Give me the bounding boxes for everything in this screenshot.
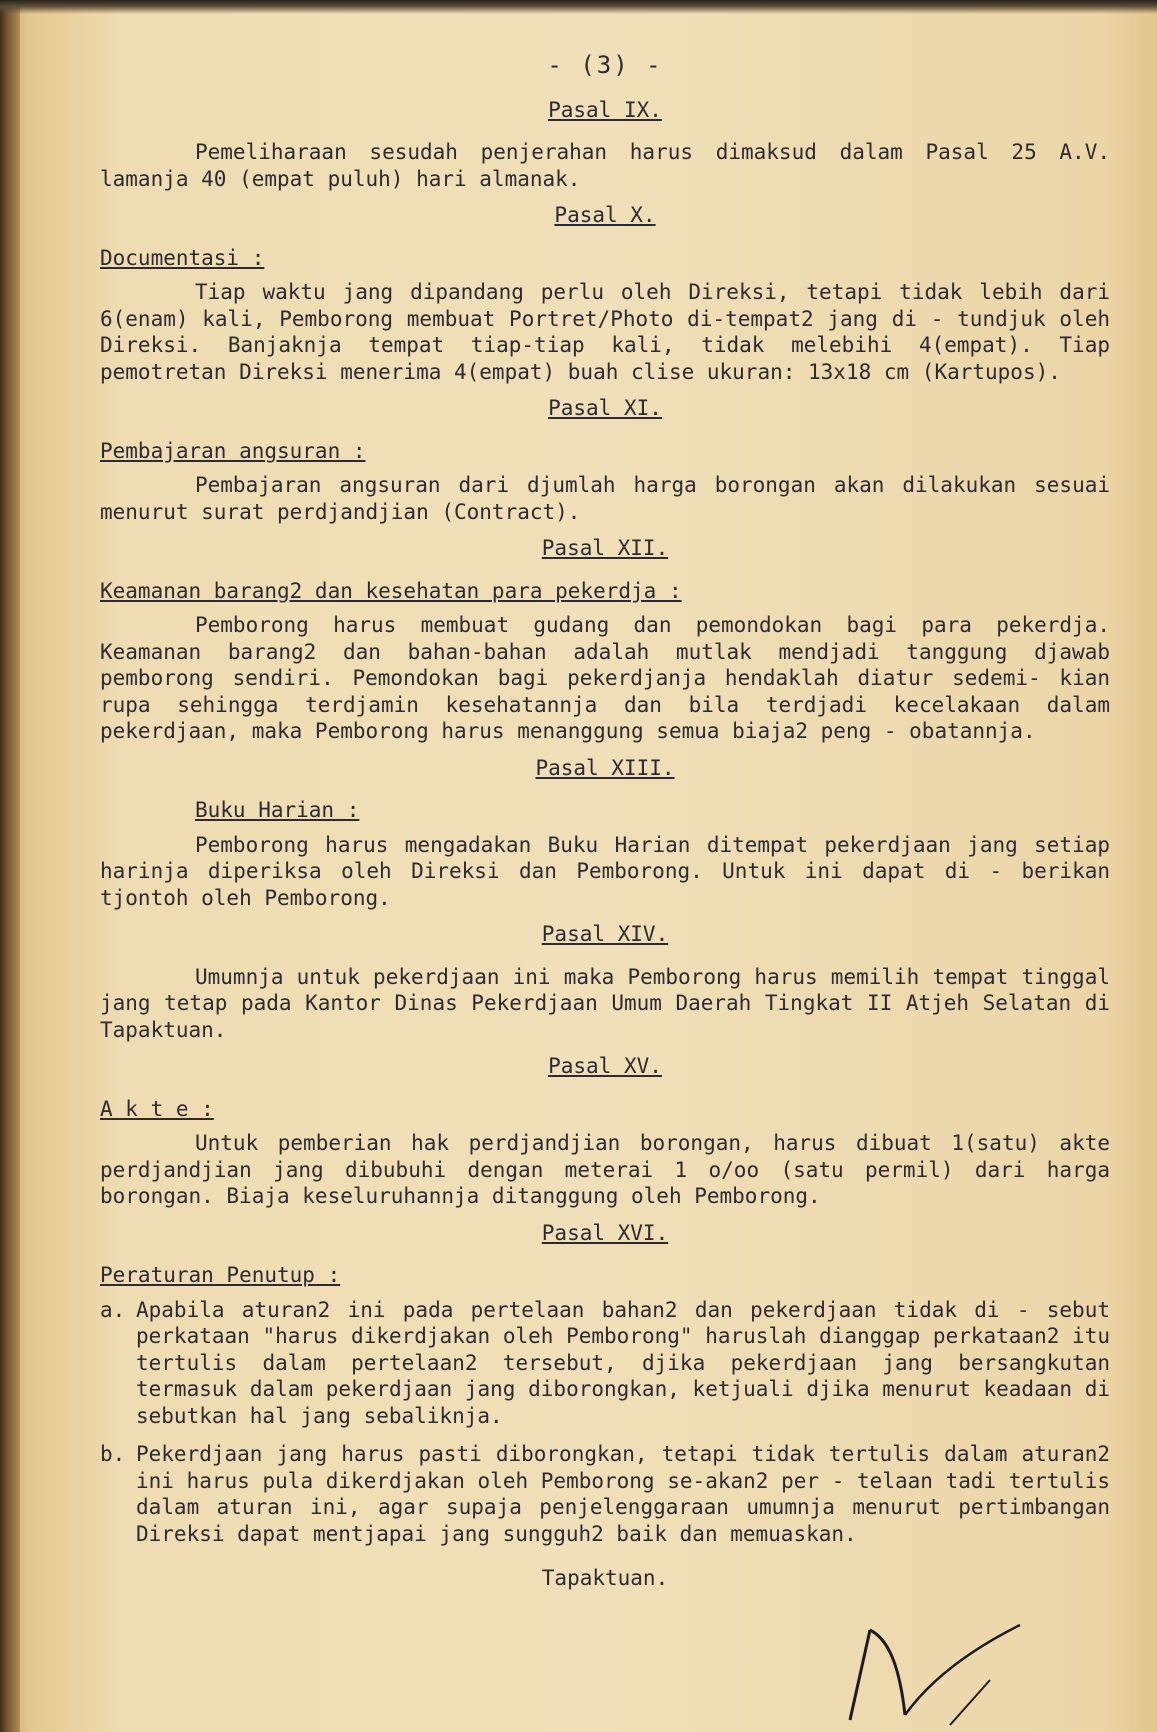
pasal-12-heading: Keamanan barang2 dan kesehatan para pekerdja :	[100, 578, 682, 603]
binding-spine	[0, 0, 20, 1732]
document-body	[100, 52, 1110, 1592]
pasal-13-heading: Buku Harian :	[195, 798, 360, 822]
pasal-10-paragraph: Tiap waktu jang dipandang perlu oleh Direksi, tetapi tidak lebih dari 6(enam) kali, Pemborong membuat Portret/Photo di-tempat2 jang di - tundjuk oleh Direksi. Banjaknja tempat tiap-tiap kali, tidak melebihi 4(empat). Tiap pemotretan Direksi menerima 4(empat) buah clise ukuran: 13x18 cm (Kartupos).	[100, 280, 1110, 384]
pasal-9-title: Pasal IX.	[548, 97, 662, 122]
pasal-15-heading: A k t e :	[100, 1096, 214, 1121]
pasal-11-paragraph: Pembajaran angsuran dari djumlah harga borongan akan dilakukan sesuai menurut surat perdjandjian (Contract).	[100, 473, 1110, 524]
pasal-13-paragraph: Pemborong harus mengadakan Buku Harian ditempat pekerdjaan jang setiap harinja diperiksa oleh Direksi dan Pemborong. Untuk ini dapat di - berikan tjontoh oleh Pemborong.	[100, 832, 1110, 910]
top-shadow	[0, 0, 1157, 14]
pasal-15-title: Pasal XV.	[548, 1054, 662, 1078]
closing-item-b	[100, 1441, 1110, 1547]
pasal-16-title: Pasal XVI.	[541, 1220, 669, 1245]
pasal-14-title: Pasal XIV.	[541, 922, 669, 946]
pasal-11-heading: Pembajaran angsuran :	[100, 438, 366, 463]
pasal-9-paragraph: Pemeliharaan sesudah penjerahan harus dimaksud dalam Pasal 25 A.V. lamanja 40 (empat puluh) hari almanak.	[100, 140, 1110, 191]
footer-continuation: Tapaktuan.	[541, 1566, 669, 1590]
pasal-14-paragraph: Umumnja untuk pekerdjaan ini maka Pemborong harus memilih tempat tinggal jang tetap pada Kantor Dinas Pekerdjaan Umum Daerah Tingkat II Atjeh Selatan di Tapaktuan.	[100, 964, 1110, 1042]
pasal-13-title: Pasal XIII.	[535, 755, 675, 780]
pasal-12-title: Pasal XII.	[541, 536, 669, 560]
closing-item-label: b.	[100, 1442, 126, 1466]
page-number: - (3) -	[547, 51, 663, 79]
closing-item-label: a.	[100, 1297, 126, 1322]
closing-item-text: Apabila aturan2 ini pada pertelaan bahan2 dan pekerdjaan tidak di - sebut perkataan "harus dikerdjakan oleh Pemborong" haruslah dianggap perkataan2 itu tertulis dalam pertelaan2 tersebut, djika pekerdjaan jang bersangkutan termasuk dalam pekerdjaan jang diborongkan, ketjuali djika menurut keadaan di sebutkan hal jang sebaliknja.	[136, 1297, 1110, 1428]
handwritten-signature-mark	[830, 1620, 1060, 1730]
pasal-11-title: Pasal XI.	[548, 396, 662, 420]
pasal-15-paragraph: Untuk pemberian hak perdjandjian borongan, harus dibuat 1(satu) akte perdjandjian jang dibubuhi dengan meterai 1 o/oo (satu permil) dari harga borongan. Biaja keseluruhannja ditanggung oleh Pemborong.	[100, 1131, 1110, 1208]
pasal-12-paragraph: Pemborong harus membuat gudang dan pemondokan bagi para pekerdja. Keamanan barang2 dan bahan-bahan adalah mutlak mendjadi tanggung djawab pemborong sendiri. Pemondokan bagi pekerdjanja hendaklah diatur sedemi- kian rupa sehingga terdjamin kesehatannja dan bila terdjadi kecelakaan dalam pekerdjaan, maka Pemborong harus menanggung semua biaja2 peng - obatannja.	[100, 613, 1110, 743]
pasal-16-heading: Peraturan Penutup :	[100, 1263, 341, 1287]
closing-item-a	[100, 1297, 1110, 1430]
pasal-10-title: Pasal X.	[554, 203, 656, 227]
closing-item-text: Pekerdjaan jang harus pasti diborongkan, tetapi tidak tertulis dalam aturan2 ini harus pula dikerdjakan oleh Pemborong se-akan2 per - telaan tadi tertulis dalam aturan ini, agar supaja penjelenggaraan umumnja menurut pertimbangan Direksi dapat mentjapai jang sungguh2 baik dan memuaskan.	[136, 1442, 1110, 1546]
pasal-10-heading: Documentasi :	[100, 245, 265, 270]
